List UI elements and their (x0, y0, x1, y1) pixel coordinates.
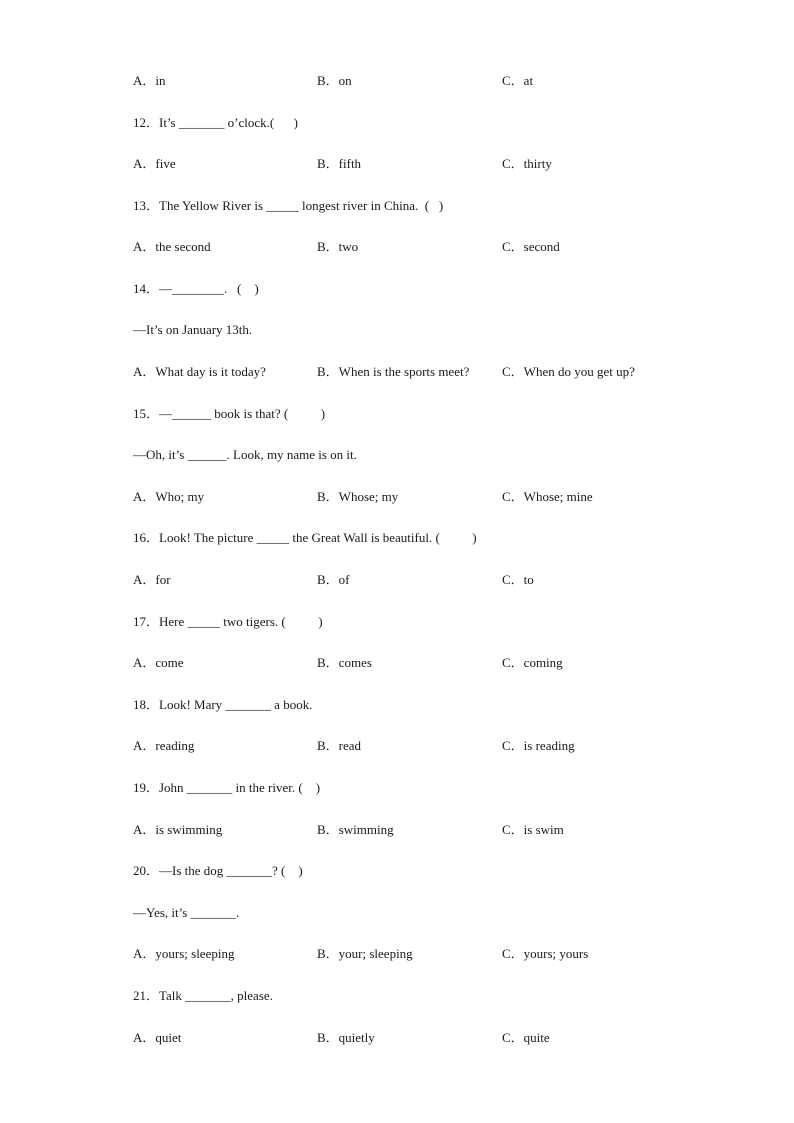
question-13: 13．The Yellow River is _____ longest river in China. ( ) (133, 198, 444, 213)
option-c: C．coming (502, 655, 563, 670)
option-c: C．Whose; mine (502, 489, 593, 504)
option-b: B．on (317, 73, 352, 88)
option-b: B．of (317, 572, 350, 587)
option-b: B．your; sleeping (317, 946, 413, 961)
option-b: B．swimming (317, 822, 394, 837)
option-a: A．in (133, 73, 166, 88)
question-15: 15．—______ book is that? ( ) (133, 406, 326, 421)
option-b: B．fifth (317, 156, 362, 171)
question-12: 12．It’s _______ o’clock.( ) (133, 115, 299, 130)
option-a: A．for (133, 572, 171, 587)
option-c: C．thirty (502, 156, 552, 171)
option-c: C．at (502, 73, 534, 88)
question-14: 14．—________. ( ) (133, 281, 259, 296)
option-b: B．read (317, 738, 362, 753)
option-a: A．is swimming (133, 822, 223, 837)
dialogue-line: —Oh, it’s ______. Look, my name is on it. (133, 447, 357, 462)
question-17: 17．Here _____ two tigers. ( ) (133, 614, 323, 629)
option-a: A．yours; sleeping (133, 946, 235, 961)
dialogue-line: —Yes, it’s _______. (133, 905, 240, 920)
option-a: A．come (133, 655, 184, 670)
option-b: B．Whose; my (317, 489, 399, 504)
option-b: B．When is the sports meet? (317, 364, 470, 379)
option-a: A．the second (133, 239, 211, 254)
question-18: 18．Look! Mary _______ a book. (133, 697, 313, 712)
option-c: C．quite (502, 1030, 550, 1045)
option-c: C．second (502, 239, 560, 254)
option-b: B．comes (317, 655, 372, 670)
option-a: A．five (133, 156, 176, 171)
option-c: C．is reading (502, 738, 575, 753)
option-c: C．yours; yours (502, 946, 589, 961)
option-a: A．What day is it today? (133, 364, 266, 379)
option-a: A．quiet (133, 1030, 182, 1045)
option-c: C．When do you get up? (502, 364, 635, 379)
option-a: A．reading (133, 738, 195, 753)
question-20: 20．—Is the dog _______? ( ) (133, 863, 303, 878)
dialogue-line: —It’s on January 13th. (133, 322, 253, 337)
option-a: A．Who; my (133, 489, 205, 504)
option-c: C．to (502, 572, 534, 587)
option-c: C．is swim (502, 822, 564, 837)
question-21: 21．Talk _______, please. (133, 988, 273, 1003)
option-b: B．two (317, 239, 359, 254)
option-b: B．quietly (317, 1030, 375, 1045)
question-16: 16．Look! The picture _____ the Great Wall is beautiful. ( ) (133, 530, 477, 545)
question-19: 19．John _______ in the river. ( ) (133, 780, 321, 795)
